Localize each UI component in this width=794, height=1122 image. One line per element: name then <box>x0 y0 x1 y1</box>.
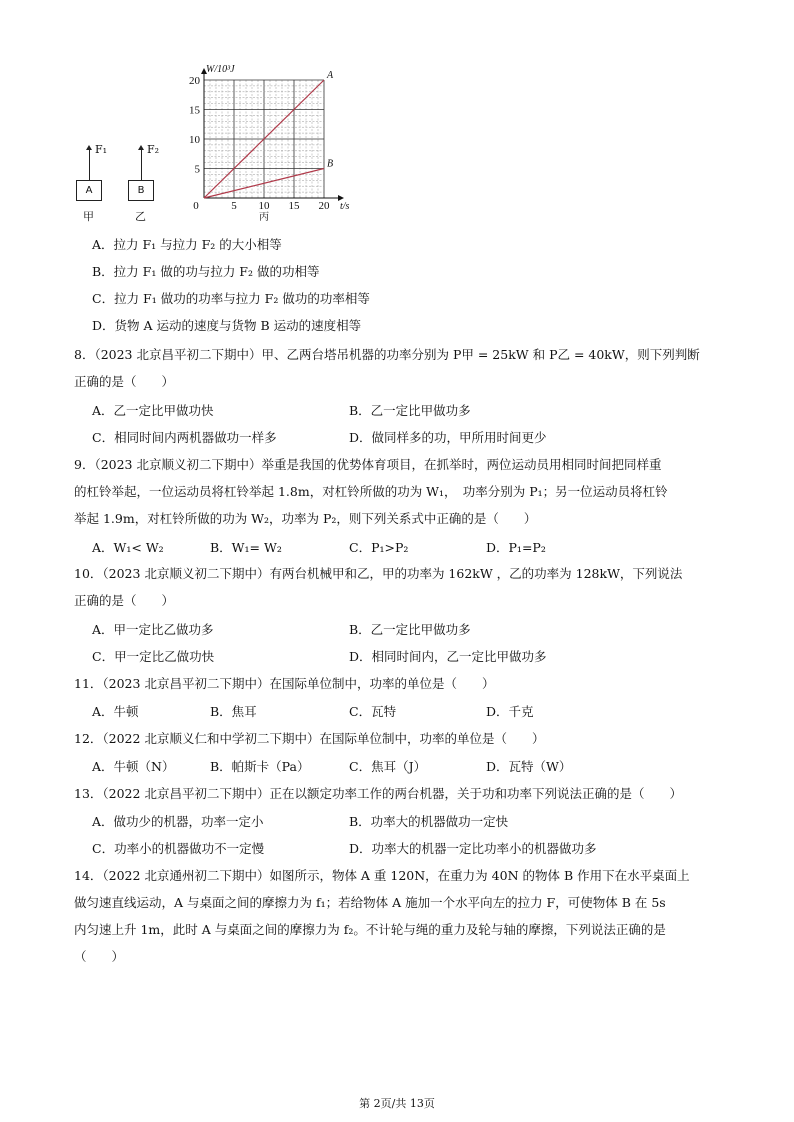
y-tick-label: 15 <box>189 104 200 117</box>
q14-stem-line3: 内匀速上升 1m，此时 A 与桌面之间的摩擦力为 f₂。不计轮与绳的重力及轮与轴的摩擦，下列说法正确的是 <box>74 922 666 937</box>
x-tick-label: 10 <box>258 200 270 212</box>
caption-bing: 丙 <box>259 212 269 223</box>
x-axis-label: t/s <box>340 201 350 212</box>
q13-stem-line1: 13．（2022 北京昌平初二下期中）正在以额定功率工作的两台机器，关于功和功率下列说法正确的是（ ） <box>74 786 682 801</box>
x-tick-label: 0 <box>193 200 199 212</box>
x-tick-label: 5 <box>231 200 237 212</box>
series-label-b: B <box>327 158 334 170</box>
q13-option-d[interactable]: D．功率大的机器一定比功率小的机器做功多 <box>349 841 597 856</box>
q7-option-d[interactable]: D．货物 A 运动的速度与货物 B 运动的速度相等 <box>92 318 362 333</box>
q8-option-a[interactable]: A．乙一定比甲做功快 <box>92 403 214 418</box>
x-tick-label: 20 <box>318 200 330 212</box>
box-b: B <box>128 180 154 201</box>
q9-option-b[interactable]: B．W₁= W₂ <box>210 540 282 555</box>
q10-option-a[interactable]: A．甲一定比乙做功多 <box>92 622 214 637</box>
q12-option-b[interactable]: B．帕斯卡（Pa） <box>210 759 310 774</box>
q9-option-a[interactable]: A．W₁< W₂ <box>92 540 164 555</box>
q12-option-a[interactable]: A．牛顿（N） <box>92 759 175 774</box>
series-label-a: A <box>327 70 334 81</box>
q10-option-c[interactable]: C．甲一定比乙做功快 <box>92 649 215 664</box>
q8-option-b[interactable]: B．乙一定比甲做功多 <box>349 403 471 418</box>
q12-stem-line1: 12．（2022 北京顺义仁和中学初二下期中）在国际单位制中，功率的单位是（ ） <box>74 731 545 746</box>
chart-labels <box>189 64 350 223</box>
caption-yi: 乙 <box>135 210 146 223</box>
page-footer: 第 2页/共 13页 <box>359 1097 435 1110</box>
q8-option-c[interactable]: C．相同时间内两机器做功一样多 <box>92 430 277 445</box>
q8-stem-line2: 正确的是（ ） <box>74 374 175 389</box>
y-tick-label: 10 <box>189 134 200 146</box>
q13-option-a[interactable]: A．做功少的机器，功率一定小 <box>92 814 264 829</box>
q9-option-d[interactable]: D．P₁=P₂ <box>486 540 546 555</box>
q8-option-d[interactable]: D．做同样多的功，甲所用时间更少 <box>349 430 547 445</box>
q9-option-c[interactable]: C．P₁>P₂ <box>349 540 409 555</box>
y-tick-label: 5 <box>194 163 200 176</box>
work-time-chart <box>180 64 370 226</box>
q9-stem-line1: 9．（2023 北京顺义初二下期中）举重是我国的优势体育项目，在抓举时，两位运动员用相同时间把同样重 <box>74 457 662 472</box>
q10-stem-line1: 10．（2023 北京顺义初二下期中）有两台机械甲和乙，甲的功率为 162kW ，乙的功率为 128kW，下列说法 <box>74 566 683 581</box>
q8-stem-line1: 8．（2023 北京昌平初二下期中）甲、乙两台塔吊机器的功率分别为 P甲 = 25kW 和 P乙 = 40kW，则下列判断 <box>74 347 700 362</box>
q11-option-c[interactable]: C．瓦特 <box>349 704 397 719</box>
q11-option-a[interactable]: A．牛顿 <box>92 704 139 719</box>
q11-option-b[interactable]: B．焦耳 <box>210 704 257 719</box>
q12-option-d[interactable]: D．瓦特（W） <box>486 759 572 774</box>
q14-stem-line4: （ ） <box>74 949 125 964</box>
q13-option-c[interactable]: C．功率小的机器做功不一定慢 <box>92 841 265 856</box>
force-f1-label: F₁ <box>95 143 108 156</box>
q7-option-c[interactable]: C．拉力 F₁ 做功的功率与拉力 F₂ 做功的功率相等 <box>92 291 370 306</box>
x-tick-label: 15 <box>288 200 300 212</box>
y-tick-label: 20 <box>189 75 200 87</box>
q7-option-b[interactable]: B．拉力 F₁ 做的功与拉力 F₂ 做的功相等 <box>92 264 320 279</box>
q14-stem-line1: 14．（2022 北京通州初二下期中）如图所示，物体 A 重 120N，在重力为 40N 的物体 B 作用下在水平桌面上 <box>74 868 690 883</box>
force-f2-arrow-icon <box>141 148 142 180</box>
q11-stem-line1: 11．（2023 北京昌平初二下期中）在国际单位制中，功率的单位是（ ） <box>74 676 495 691</box>
q14-stem-line2: 做匀速直线运动，A 与桌面之间的摩擦力为 f₁；若给物体 A 施加一个水平向左的拉力 F，可使物体 B 在 5s <box>74 895 666 910</box>
q10-option-b[interactable]: B．乙一定比甲做功多 <box>349 622 471 637</box>
caption-jia: 甲 <box>83 210 94 223</box>
q9-stem-line3: 举起 1.9m，对杠铃所做的功为 W₂，功率为 P₂，则下列关系式中正确的是（ ） <box>74 511 537 526</box>
q10-option-d[interactable]: D．相同时间内，乙一定比甲做功多 <box>349 649 547 664</box>
q11-option-d[interactable]: D．千克 <box>486 704 534 719</box>
q7-option-a[interactable]: A．拉力 F₁ 与拉力 F₂ 的大小相等 <box>92 237 282 252</box>
y-axis-label: W/10³J <box>206 64 235 75</box>
force-f2-label: F₂ <box>147 143 160 156</box>
force-f1-arrow-icon <box>89 148 90 180</box>
q9-stem-line2: 的杠铃举起，一位运动员将杠铃举起 1.8m，对杠铃所做的功为 W₁， 功率分别为 P₁；另一位运动员将杠铃 <box>74 484 668 499</box>
q12-option-c[interactable]: C．焦耳（J） <box>349 759 427 774</box>
q10-stem-line2: 正确的是（ ） <box>74 593 175 608</box>
q13-option-b[interactable]: B．功率大的机器做功一定快 <box>349 814 509 829</box>
box-a: A <box>76 180 102 201</box>
